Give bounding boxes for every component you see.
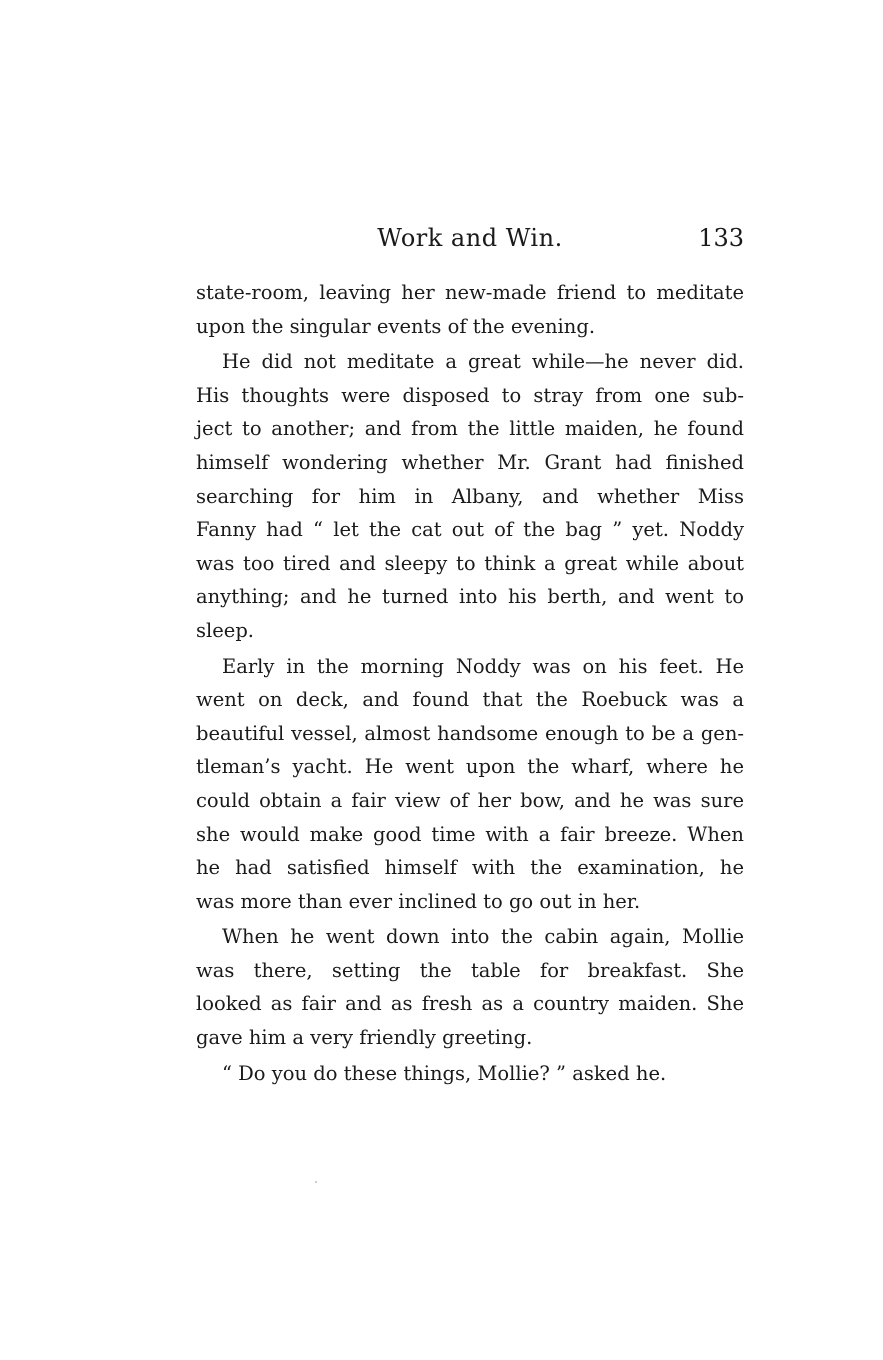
text-line: anything; and he turned into his berth, and went to [196, 585, 744, 609]
page-header [196, 224, 744, 264]
text-line: Fanny had “ let the cat out of the bag ” yet. Noddy [196, 518, 744, 542]
text-line: Early in the morning Noddy was on his feet. He [222, 654, 744, 678]
running-title: Work and Win. [377, 224, 563, 252]
text-line: beautiful vessel, almost handsome enough to be a gen- [196, 721, 744, 745]
text-line: gave him a very friendly greeting. [196, 1026, 533, 1050]
paragraph [196, 276, 744, 343]
paragraph [196, 650, 744, 919]
text-line: His thoughts were disposed to stray from one sub- [196, 383, 744, 407]
text-line: tleman’s yacht. He went upon the wharf, where he [196, 755, 744, 779]
text-line: When he went down into the cabin again, Mollie [222, 925, 744, 949]
text-line: “ Do you do these things, Mollie? ” asked he. [222, 1061, 667, 1085]
text-line: was too tired and sleepy to think a great while about [196, 551, 744, 575]
paper-speck [315, 1181, 317, 1183]
text-line: looked as fair and as fresh as a country maiden. She [196, 992, 744, 1016]
paragraph [196, 1057, 744, 1091]
text-line: he had satisfied himself with the examination, he [196, 856, 744, 880]
text-line: she would make good time with a fair breeze. When [196, 822, 744, 846]
body-text [196, 276, 744, 1090]
text-line: was there, setting the table for breakfast. She [196, 958, 744, 982]
text-line: searching for him in Albany, and whether Miss [196, 484, 744, 508]
text-line: ject to another; and from the little maiden, he found [196, 417, 744, 441]
text-line: upon the singular events of the evening. [196, 314, 596, 338]
text-line: himself wondering whether Mr. Grant had finished [196, 450, 744, 474]
text-line: went on deck, and found that the Roebuck was a [196, 688, 744, 712]
page-number: 133 [698, 224, 744, 252]
text-line: He did not meditate a great while—he never did. [222, 350, 744, 374]
text-line: was more than ever inclined to go out in her. [196, 889, 641, 913]
paragraph [196, 345, 744, 647]
text-line: state-room, leaving her new-made friend to meditate [196, 281, 744, 304]
paragraph [196, 920, 744, 1054]
text-line: sleep. [196, 618, 255, 642]
text-line: could obtain a fair view of her bow, and he was sure [196, 788, 744, 812]
